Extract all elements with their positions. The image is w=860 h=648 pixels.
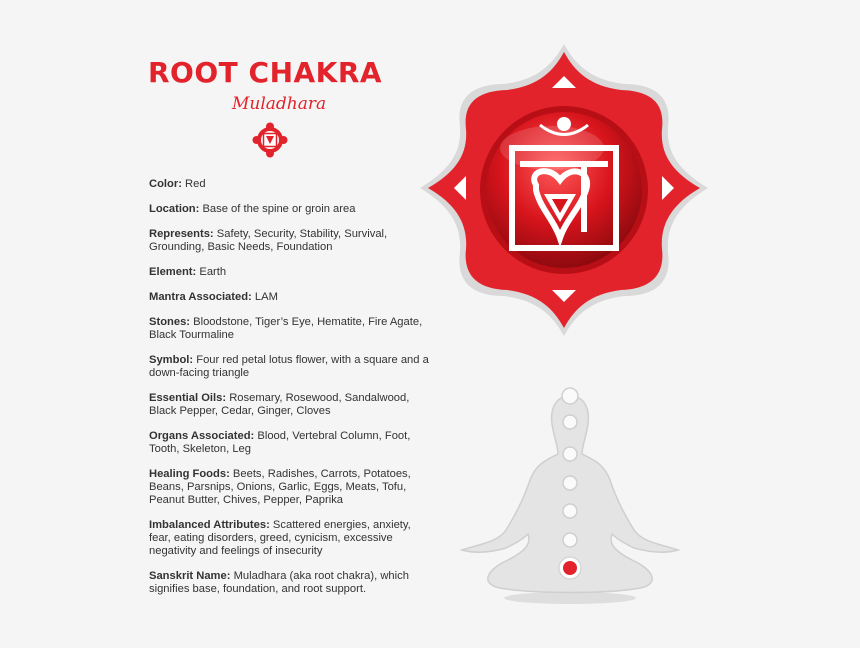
info-sanskrit-name: Sanskrit Name: Muladhara (aka root chakra), which signifies base, foundation, and root support. xyxy=(149,570,409,595)
root-chakra-symbol-icon xyxy=(252,122,288,158)
info-organs: Organs Associated: Blood, Vertebral Column, Foot, Tooth, Skeleton, Leg xyxy=(149,430,411,455)
info-imbalanced-attributes: Imbalanced Attributes: Scattered energies, anxiety, fear, eating disorders, greed, cynicism, excessive negativity and feelings of insecurity xyxy=(149,519,411,557)
root-chakra-lotus-icon xyxy=(416,40,712,340)
info-mantra: Mantra Associated: LAM xyxy=(149,291,278,303)
info-element: Element: Earth xyxy=(149,266,227,278)
info-location: Location: Base of the spine or groin area xyxy=(149,203,356,215)
info-represents: Represents: Safety, Security, Stability, Survival, Grounding, Basic Needs, Foundation xyxy=(149,228,388,253)
info-symbol: Symbol: Four red petal lotus flower, with a square and a down-facing triangle xyxy=(149,354,429,379)
info-color: Color: Red xyxy=(149,178,206,190)
meditation-figure-icon xyxy=(452,384,688,606)
info-healing-foods: Healing Foods: Beets, Radishes, Carrots, Potatoes, Beans, Parsnips, Onions, Garlic, Eggs, Meats, Tofu, Peanut Butter, Chives, Pepper, Paprika xyxy=(149,468,411,506)
chakra-info-list xyxy=(149,178,434,608)
info-essential-oils: Essential Oils: Rosemary, Rosewood, Sandalwood, Black Pepper, Cedar, Ginger, Cloves xyxy=(149,392,410,417)
page-title: ROOT CHAKRA xyxy=(148,56,383,89)
info-stones: Stones: Bloodstone, Tiger’s Eye, Hematite, Fire Agate, Black Tourmaline xyxy=(149,316,423,341)
page-subtitle: Muladhara xyxy=(232,94,327,114)
